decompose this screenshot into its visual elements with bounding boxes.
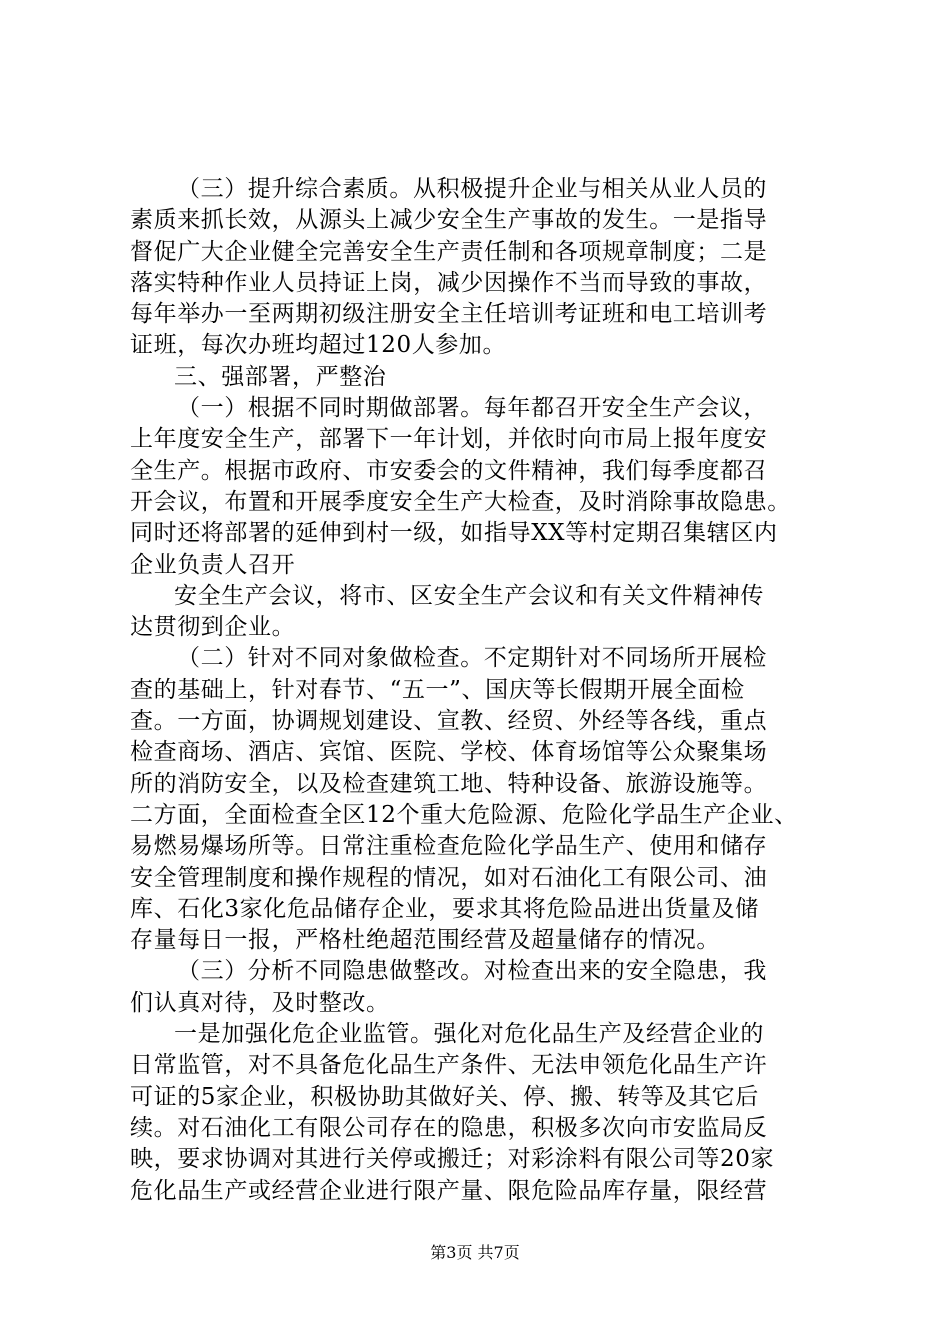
text-line: 开会议，布置和开展季度安全生产大检查，及时消除事故隐患。: [130, 488, 791, 515]
text-line: 落实特种作业人员持证上岗，减少因操作不当而导致的事故，: [130, 269, 768, 296]
text-line: 二方面，全面检查全区12个重大危险源、危险化学品生产企业、: [130, 801, 798, 828]
text-line: 日常监管，对不具备危化品生产条件、无法申领危化品生产许: [130, 1052, 768, 1079]
text-line: 存量每日一报，严格杜绝超范围经营及超量储存的情况。: [130, 927, 720, 954]
text-line: 全生产。根据市政府、市安委会的文件精神，我们每季度都召: [130, 457, 768, 484]
text-line: 达贯彻到企业。: [130, 614, 296, 641]
text-line: 所的消防安全，以及检查建筑工地、特种设备、旅游设施等。: [130, 770, 768, 797]
page-footer: [0, 1243, 950, 1263]
text-line: 安全生产会议，将市、区安全生产会议和有关文件精神传: [174, 582, 764, 609]
text-line: （二）针对不同对象做检查。不定期针对不同场所开展检: [177, 645, 767, 672]
text-line: 库、石化3家化危品储存企业，要求其将危险品进出货量及储: [130, 895, 759, 922]
text-line: 续。对石油化工有限公司存在的隐患，积极多次向市安监局反: [130, 1114, 768, 1141]
text-line: 易燃易爆场所等。日常注重检查危险化学品生产、使用和储存: [130, 833, 768, 860]
text-line: 督促广大企业健全完善安全生产责任制和各项规章制度；二是: [130, 238, 768, 265]
text-line: 可证的5家企业，积极协助其做好关、停、搬、转等及其它后: [130, 1083, 759, 1110]
section-heading: 三、强部署，严整治: [174, 363, 387, 390]
text-line: 检查商场、酒店、宾馆、医院、学校、体育场馆等公众聚集场: [130, 739, 768, 766]
text-line: 危化品生产或经营企业进行限产量、限危险品库存量，限经营: [130, 1177, 768, 1204]
page-number: 第3页 共7页: [430, 1243, 520, 1262]
text-line: 安全管理制度和操作规程的情况，如对石油化工有限公司、油: [130, 864, 768, 891]
text-line: 查。一方面，协调规划建设、宣教、经贸、外经等各线，重点: [130, 708, 768, 735]
text-line: 证班，每次办班均超过120人参加。: [130, 332, 507, 359]
text-line: 一是加强化危企业监管。强化对危化品生产及经营企业的: [174, 1021, 764, 1048]
text-line: 每年举办一至两期初级注册安全主任培训考证班和电工培训考: [130, 301, 768, 328]
text-line: （三）分析不同隐患做整改。对检查出来的安全隐患，我: [177, 958, 767, 985]
text-line: 们认真对待，及时整改。: [130, 989, 390, 1016]
text-line: 同时还将部署的延伸到村一级，如指导XX等村定期召集辖区内: [130, 520, 778, 547]
text-line: 企业负责人召开: [130, 551, 296, 578]
text-line: （一）根据不同时期做部署。每年都召开安全生产会议，: [177, 395, 767, 422]
text-line: （三）提升综合素质。从积极提升企业与相关从业人员的: [177, 176, 767, 202]
document-body: [130, 174, 840, 1207]
text-line: 映，要求协调对其进行关停或搬迁；对彩涂料有限公司等20家: [130, 1146, 775, 1173]
text-line: 查的基础上，针对春节、“五一”、国庆等长假期开展全面检: [130, 676, 745, 703]
text-line: 素质来抓长效，从源头上减少安全生产事故的发生。一是指导: [130, 207, 768, 234]
text-line: 上年度安全生产，部署下一年计划，并依时向市局上报年度安: [130, 426, 768, 453]
